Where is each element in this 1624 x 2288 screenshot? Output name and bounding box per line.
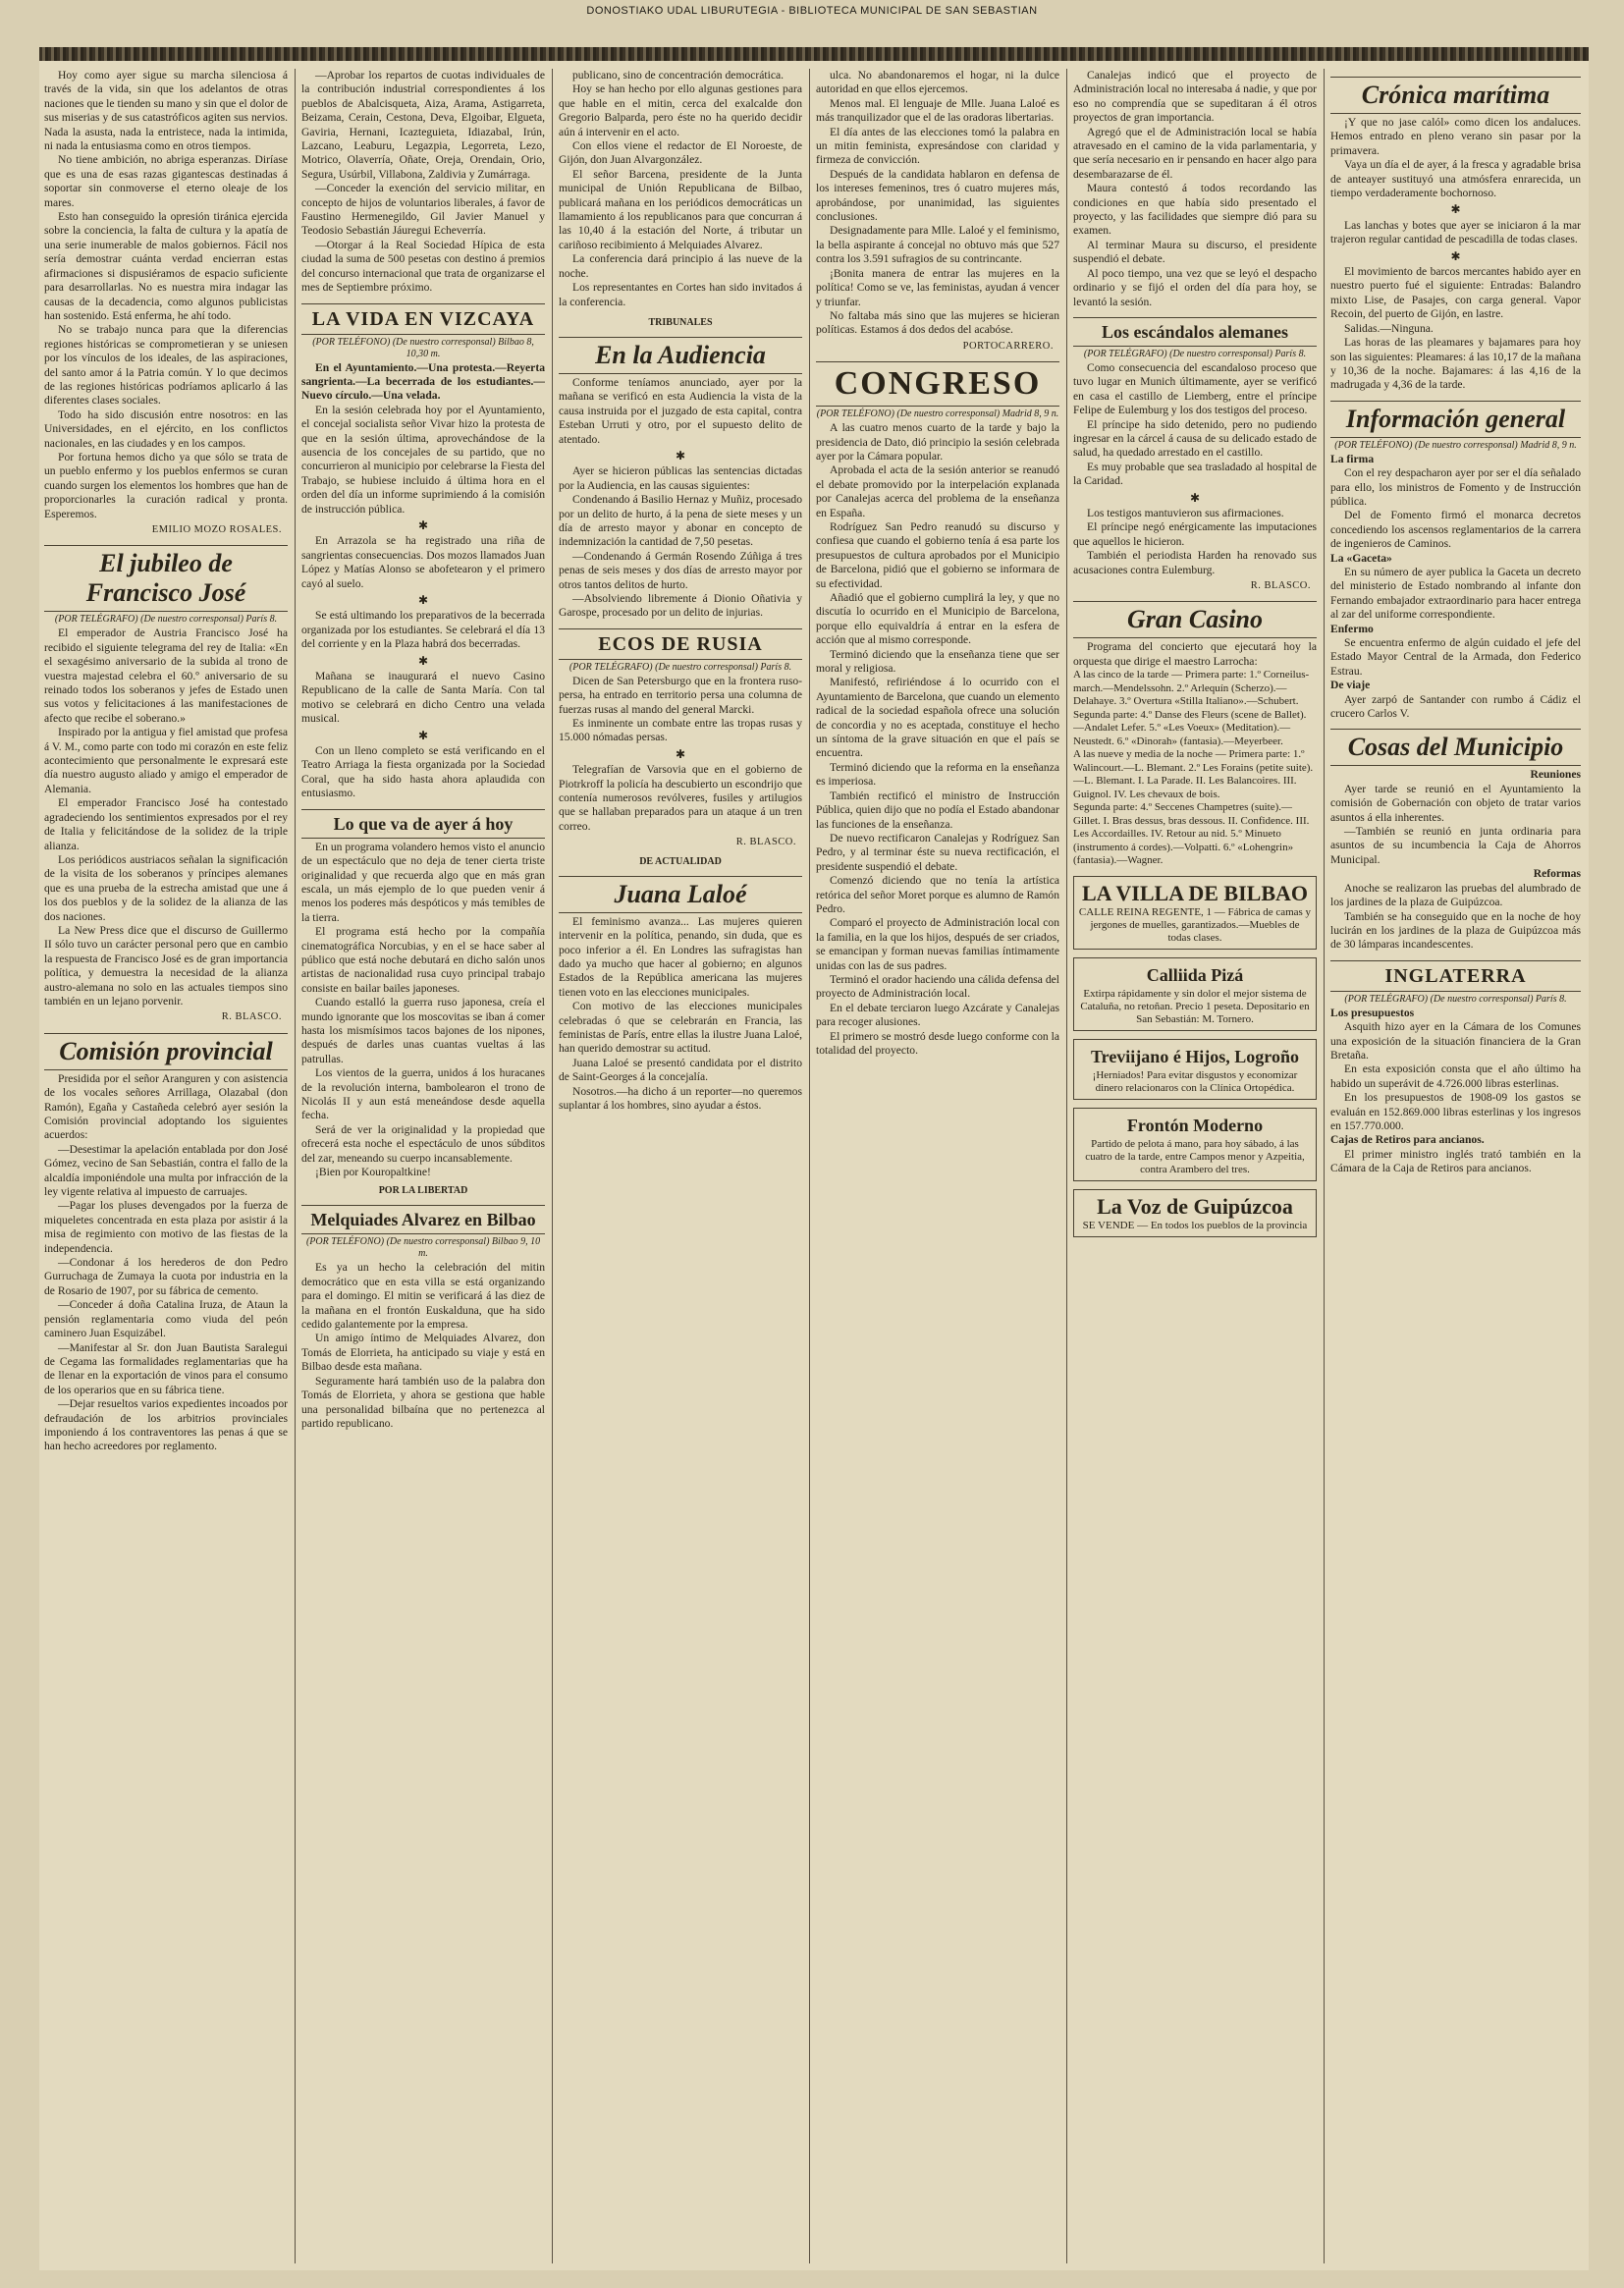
article-headline: Cosas del Municipio [1330, 729, 1581, 766]
paragraph: Ayer tarde se reunió en el Ayuntamiento la comisión de Gobernación con objeto de tratar varios asuntos á ella inherentes. [1330, 782, 1581, 824]
paragraph: Los vientos de la guerra, unidos á los huracanes de la revolución interna, bambolearon el trono de Nicolás II y aun está meneándose desde aquella fecha. [301, 1066, 545, 1122]
signature: EMILIO MOZO ROSALES. [151, 524, 282, 535]
library-header: DONOSTIAKO UDAL LIBURUTEGIA - BIBLIOTECA MUNICIPAL DE SAN SEBASTIAN [586, 5, 1038, 17]
advertisement [1073, 957, 1317, 1031]
paragraph: Telegrafían de Varsovia que en el gobierno de Piotrkroff la policía ha descubierto un escondrijo que contenía numerosos revólveres, fusiles y artilugios que se hallaban preparados para un ataque á un tren correo. [559, 763, 802, 833]
signature: R. BLASCO. [1250, 580, 1311, 591]
paragraph: Añadió que el gobierno cumplirá la ley, y que no discutía lo ocurrido en el Municipio de Barcelona, porque ello equivaldría á entrar en la esfera de acción que al mismo corresponde. [816, 591, 1059, 647]
article-headline: Lo que va de ayer á hoy [301, 809, 545, 839]
paragraph: Juana Laloé se presentó candidata por el distrito de Saint-Georges á la concejalía. [559, 1056, 802, 1084]
paragraph: Las horas de las pleamares y bajamares para hoy son las siguientes: Pleamares: á las 10,17 de la mañana y 10,36 de la noche. Bajamares: á las 4,16 de la madrugada y 4,36 de la tarde. [1330, 336, 1581, 392]
column-rule [809, 69, 810, 2263]
concert-program: A las cinco de la tarde — Primera parte: 1.º Corneilus-march.—Mendelssohn. 2.º Arlequín (Scherzo).—Delahaye. 3.º Overtura «Stilla Italiano».—Schubert. [1073, 669, 1310, 708]
concert-program: Segunda parte: 4.º Seccenes Champetres (suite).—Gillet. I. Bras dessus, bras dessous. II. Confidence. III. Les Accordailles. IV. Retour au nid. 5.º Minueto (instrumento á cordes).—Volpatti. 6.º «Lohengrin» (fantasia).—Wagner. [1073, 801, 1310, 867]
paragraph: Programa del concierto que ejecutará hoy la orquesta que dirige el maestro Larrocha: [1073, 640, 1317, 668]
paragraph: Los representantes en Cortes han sido invitados á la conferencia. [559, 281, 802, 308]
advertisement-text: ¡Herniados! Para evitar disgustos y economizar dinero relacionaros con la Clínica Ortopédica. [1092, 1068, 1298, 1094]
article-headline: INGLATERRA [1330, 960, 1581, 992]
paragraph: En un programa volandero hemos visto el anuncio de un espectáculo que no deja de tener cierta triste originalidad y que recuerda algo que en más gran escala, un más ejemplo de lo que pueden venir á menos los poderes más despóticos y más temibles de la tierra. [301, 840, 545, 924]
dateline: (POR TELÉFONO) (De nuestro corresponsal) Madrid 8, 9 n. [816, 409, 1059, 420]
paragraph: —Pagar los pluses devengados por la fuerza de miqueletes concentrada en esta plaza por asistir á la misa de regimiento con motivo de las fiestas de la independencia. [44, 1199, 288, 1255]
paragraph: En el debate terciaron luego Azcárate y Canalejas para recoger alusiones. [816, 1001, 1059, 1029]
paragraph: El príncipe negó enérgicamente las imputaciones que aquellos le hicieron. [1073, 520, 1317, 548]
subsection-title: Los presupuestos [1330, 1006, 1415, 1019]
paragraph: Es muy probable que sea trasladado al hospital de la Caridad. [1073, 460, 1317, 488]
article-headline: CONGRESO [816, 361, 1059, 407]
paragraph: En la sesión celebrada hoy por el Ayuntamiento, el concejal socialista señor Vivar hizo la protesta de que en la sesión última, aprovechándose de la ausencia de los concejales de su partido, que no concurrieron al municipio por celebrarse la Fiesta del Trabajo, se hubiese incluido á última hora en el orden del día un informe suprimiendo á la comisión de instrucción pública. [301, 403, 545, 516]
paragraph: Menos mal. El lenguaje de Mlle. Juana Laloé es más tranquilizador que el de las oradoras libertarias. [816, 96, 1059, 125]
paragraph: La New Press dice que el discurso de Guillermo II sólo tuvo un carácter personal pero que en cambio la respuesta de Francisco José es de gran importancia política, y demuestra la necesidad de la alianza austro-alemana no solo en las actuales tiempos sino también en un lejano porvenir. [44, 923, 288, 1008]
paragraph: Se encuentra enfermo de algún cuidado el jefe del Estado Mayor Central de la Armada, don Federico Estrau. [1330, 636, 1581, 678]
paragraph: Conforme teníamos anunciado, ayer por la mañana se verificó en esta Audiencia la vista de la causa instruida por el juzgado de esta capital, contra Esteban Urruti y otro, por el supuesto delito de atentado. [559, 375, 802, 446]
article-headline: Crónica marítima [1330, 77, 1581, 114]
paragraph: Maura contestó á todos recordando las condiciones en que había sido presentado el proyecto, y las facilidades que siempre dió para su examen. [1073, 182, 1317, 238]
paragraph: La conferencia dará principio á las nueve de la noche. [559, 252, 802, 280]
paragraph: Es ya un hecho la celebración del mitin democrático que en esta villa se está organizando para el domingo. El mitin se verificará á las diez de la mañana en el frontón Euskalduna, que ha sido cedido galantemente por la empresa. [301, 1261, 545, 1332]
dateline: (POR TELÉGRAFO) (De nuestro corresponsal) París 8. [1083, 348, 1307, 359]
paragraph: Con ellos viene el redactor de El Noroeste, de Gijón, don Juan Alvargonzález. [559, 139, 802, 167]
paragraph: El movimiento de barcos mercantes habido ayer en nuestro puerto fué el siguiente: Entradas: Balandro mixto Lise, de Pasajes, con carga general. Vapor Recoin, del puerto de Gijón, en lastre. [1330, 265, 1581, 321]
paragraph: —Conceder á doña Catalina Iruza, de Ataun la pensión reglamentaria como viuda del peón caminero Juan Esquizábel. [44, 1298, 288, 1340]
paragraph: Del de Fomento firmó el monarca decretos concediendo los ascensos reglamentarios de la carrera de ingenieros de Caminos. [1330, 509, 1581, 551]
paragraph: Después de la candidata hablaron en defensa de los intereses femeninos, tres ó cuatro mujeres más, aprobándose, por unanimidad, las siguientes conclusiones. [816, 167, 1059, 224]
advertisement-title: La Voz de Guipúzcoa [1097, 1193, 1293, 1219]
article-headline: Información general [1330, 401, 1581, 438]
paragraph: El programa está hecho por la compañía cinematográfica Norcubias, y en el se hace saber al público que está noche debutará en dicho salón unos artistas de nacionalidad rusa cuyo principal trabajo consiste en bailar bailes japoneses. [301, 925, 545, 995]
paragraph: Terminó diciendo que la reforma en la enseñanza es imperiosa. [816, 760, 1059, 789]
paragraph: Condenando á Basilio Hernaz y Muñiz, procesado por un delito de hurto, á la pena de siete meses y un día de arresto mayor y abonar en concepto de indemnización la cantidad de 7,50 pesetas. [559, 493, 802, 549]
column-2 [301, 69, 545, 2268]
paragraph: Todo ha sido discusión entre nosotros: en las Universidades, en el ejército, en los conflictos nacionales, en las ciudades y en los campos. [44, 408, 288, 450]
signature: R. BLASCO. [221, 1011, 282, 1023]
section-separator: ✱ [675, 448, 686, 463]
column-rule [1324, 69, 1325, 2263]
paragraph: Cuando estalló la guerra ruso japonesa, creía el mundo ignorante que los moscovitas se iban á comer hasta los mismísimos tacos bajones de los nipones, después de darles unas cuantas vueltas á las patrullas. [301, 996, 545, 1065]
section-separator: ✱ [1450, 248, 1461, 263]
advertisement-text: Partido de pelota á mano, para hoy sábado, á las cuatro de la tarde, entre Campos menor y Azpeitia, contra Arambero del tres. [1085, 1137, 1305, 1175]
advertisement-text: Extirpa rápidamente y sin dolor el mejor sistema de Cataluña, no retoñan. Precio 1 peseta. Depositario en San Sebastián: M. Tornero. [1080, 987, 1310, 1025]
paragraph: Hoy como ayer sigue su marcha silenciosa á través de la vida, sin que los adelantos de otras naciones que le tienden su mano y sin que el dolor de sus miserias y de sus catastróficos agiten sus nervios. Nada la asusta, nada la entristece, nada la intimida, ni nada la entusiasma como en otros tiempos. [44, 69, 288, 153]
dateline: (POR TELÉFONO) (De nuestro corresponsal) Bilbao 9, 10 m. [305, 1236, 541, 1260]
paragraph: Designadamente para Mlle. Laloé y el feminismo, la bella aspirante á concejal no obtuvo más que 527 contra los 3.591 sufragios de su contrincante. [816, 224, 1059, 266]
paragraph: Rodríguez San Pedro reanudó su discurso y confiesa que cuando el gobierno tenía á esa parte los presupuestos de cultura aprobados por el Municipio de Barcelona, pidió que el gobierno se informara de su efectividad. [816, 519, 1059, 590]
dateline: (POR TELÉGRAFO) (De nuestro corresponsal) París 8. [1344, 993, 1567, 1005]
paragraph: Esto han conseguido la opresión tiránica ejercida sobre la conciencia, la falta de cultura y la apatía de una serie inumerable de malos gobiernos. Fácil nos sería demostrar cuánta verdad encierran estas afirmaciones si dispusiéramos de espacio suficiente para desarrollarlas. No es nuestra mira indagar las causas de la decadencia, como algunos publicistas han sostenido. Está enferma, he ahí todo. [44, 210, 288, 322]
paragraph: El día antes de las elecciones tomó la palabra en un mitin feminista, expresándose con claridad y firmeza de convicción. [816, 125, 1059, 167]
paragraph: También el periodista Harden ha renovado sus acusaciones contra Eulemburg. [1073, 549, 1317, 576]
paragraph: El príncipe ha sido detenido, pero no pudiendo ingresar en la cárcel á causa de su delicado estado de salud, ha quedado arrestado en el castillo. [1073, 417, 1317, 460]
column-6 [1330, 69, 1581, 2268]
paragraph: No faltaba más sino que las mujeres se hicieran políticas. Estamos á dos dedos del acabóse. [816, 308, 1059, 337]
dateline: (POR TELÉGRAFO) (De nuestro corresponsal) París 8. [568, 661, 792, 673]
paragraph: Como consecuencia del escandaloso proceso que tuvo lugar en Munich últimamente, ayer se verificó en casa el castillo de Liemberg, entre el príncipe Felipe de Eulemburg y los dos testigos del proceso. [1073, 360, 1317, 417]
article-headline: Los escándalos alemanes [1073, 317, 1317, 347]
paragraph: ¡Bonita manera de entrar las mujeres en la política! Como se ve, las feministas, ayudan á vencer y triunfar. [816, 266, 1059, 308]
paragraph: Dicen de San Petersburgo que en la frontera ruso-persa, ha entrado en territorio persa una columna de fuerzas rusas al mando del general Marcki. [559, 674, 802, 716]
paragraph: Hoy se han hecho por ello algunas gestiones para que hable en el mitin, cerca del exalcalde don Gregorio Balparda, pero éste no ha querido decidir aún á intervenir en el acto. [559, 82, 802, 138]
section-separator: ✱ [1189, 490, 1201, 505]
paragraph: Comparó el proyecto de Administración local con la familia, en la que los hijos, después de ser criados, se emancipan y forman nuevas familias íntimamente unidas con las de sus padres. [816, 916, 1059, 972]
paragraph: El emperador Francisco José ha contestado agradeciendo los sentimientos expresados por el rey de Italia y felicitándose de la solidez de la triple alianza. [44, 796, 288, 852]
section-separator: ✱ [417, 653, 429, 668]
dateline: (POR TELÉGRAFO) (De nuestro corresponsal) París 8. [54, 614, 278, 626]
advertisement [1073, 876, 1317, 950]
paragraph: Asquith hizo ayer en la Cámara de los Comunes una exposición de la situación financiera de la Gran Bretaña. [1330, 1020, 1581, 1062]
paragraph: Manifestó, refiriéndose á lo ocurrido con el Ayuntamiento de Barcelona, que cuando un elemento radical de la sociedad española ofrece una solución de concordia y no es aceptada, constituye el hecho un síntoma de la grave situación en que el país se encuentra. [816, 676, 1059, 760]
paragraph: Por fortuna hemos dicho ya que sólo se trata de un pueblo enfermo y los pueblos enfermos se curan cuando surgen los elementos los hombres que han de proporcionarles la curación radical y pronta. Esperemos. [44, 450, 288, 520]
signature: R. BLASCO. [735, 837, 796, 848]
paragraph: El emperador de Austria Francisco José ha recibido el siguiente telegrama del rey de Italia: «En el sexagésimo aniversario de la subida al trono de vuestra majestad celebra el 60.º aniversario de su reinado todos los soberanos y jefes de Estado unen sus votos y felicitaciones á las manifestaciones de afecto que recibe el soberano.» [44, 626, 288, 725]
paragraph: En esta exposición consta que el año último ha habido un superávit de 4.726.000 libras esterlinas. [1330, 1062, 1581, 1090]
paragraph: ¡Y que no jase calól» como dicen los andaluces. Hemos entrado en pleno verano sin pasar por la primavera. [1330, 116, 1581, 157]
paragraph: Anoche se realizaron las pruebas del alumbrado de los jardines de la plaza de Guipúzcoa. [1330, 881, 1581, 909]
signature: PORTOCARRERO. [962, 340, 1054, 352]
column-rule [552, 69, 553, 2263]
paragraph: Los testigos mantuvieron sus afirmaciones. [1087, 506, 1284, 519]
section-separator: ✱ [675, 746, 686, 761]
subsection-title: Reformas [1533, 867, 1581, 881]
column-1 [44, 69, 288, 2268]
paragraph: De nuevo rectificaron Canalejas y Rodríguez San Pedro, y al terminar éste su nueva rectificación, el presidente suspendió el debate. [816, 831, 1059, 873]
advertisement-title: Calliida Pizá [1146, 964, 1244, 985]
paragraph: Al terminar Maura su discurso, el presidente suspendió el debate. [1073, 238, 1317, 266]
paragraph: —Manifestar al Sr. don Juan Bautista Saralegui de Cegama las formalidades reglamentarias que ha de llenar en la exportación de vinos para el consumo de los operarios que en su fábrica tiene. [44, 1340, 288, 1396]
advertisement-text: SE VENDE — En todos los pueblos de la provincia [1082, 1219, 1308, 1231]
paragraph: Se está ultimando los preparativos de la becerrada organizada por los estudiantes. Se celebrará el día 13 del corriente y en la Plaza habrá dos becerradas. [301, 609, 545, 651]
advertisement-title: LA VILLA DE BILBAO [1081, 880, 1309, 905]
paragraph: Los periódicos austriacos señalan la significación de la visita de los soberanos y príncipes alemanes que es una prueba de la estrecha amistad que une á los dos pueblos y de la solidez de la alianza de las dos naciones. [44, 852, 288, 923]
masthead-band [39, 47, 1589, 61]
paragraph: Inspirado por la antigua y fiel amistad que profesa á V. M., como parte con todo mi corazón en este feliz acontecimiento que personalmente le expresará este día nuestro augusto aliado y amigo el emperador de Alemania. [44, 726, 288, 795]
paragraph: En su número de ayer publica la Gaceta un decreto del ministerio de Estado nombrando al infante don Fernando embajador extraordinario para hacer entrega al zar del uniforme correspondiente. [1330, 565, 1581, 622]
paragraph: Agregó que el de Administración local se había atravesado en el camino de la vida parlamentaria, y que sería necesario en ir pensando en hacer algo para desembarazarse de él. [1073, 125, 1317, 181]
article-lead: En el Ayuntamiento.—Una protesta.—Reyerta sangrienta.—La becerrada de los estudiantes.—Nuevo círculo.—Una velada. [301, 360, 545, 403]
concert-program: Segunda parte: 4.º Danse des Fleurs (scene de Ballet).—Andalet Lefer. 5.º «Les Voeux» (Meditation).—Neustedt. 6.º «Dinorah» (fantasia).—Meyerbeer. [1073, 708, 1307, 747]
paragraph: —Aprobar los repartos de cuotas individuales de la contribución industrial correspondientes á los pueblos de Abalcisqueta, Aiza, Arama, Astigarreta, Beizama, Cerain, Cestona, Deva, Elgoibar, Elgueta, Gaviria, Hernani, Icazteguieta, Idiazabal, Irún, Lazcano, Leaburu, Legazpia, Legorreta, Lezo, Motrico, Olaverría, Oñate, Oreja, Orendain, Orio, Segura, Usúrbil, Villabona, Zaldivia y Zumárraga. [301, 69, 545, 181]
advertisement-text: CALLE REINA REGENTE, 1 — Fábrica de camas y jergones de muelles, garantizados.—Muebles de todas clases. [1078, 905, 1312, 944]
paragraph: Terminó diciendo que la enseñanza tiene que ser moral y religiosa. [816, 647, 1059, 676]
paragraph: —Conceder la exención del servicio militar, en concepto de hijos de voluntarios liberales, á favor de Faustino Hermenegildo, Gil Javier Manuel y Teodosio Sebastián Jáuregui Echeverría. [301, 182, 545, 238]
paragraph: —Otorgar á la Real Sociedad Hípica de esta ciudad la suma de 500 pesetas con destino á premios del concurso internacional que trata de organizarse el mes de Septiembre próximo. [301, 238, 545, 295]
article-headline: Gran Casino [1073, 601, 1317, 638]
paragraph: En los presupuestos de 1908-09 los gastos se evaluán en 152.869.000 libras esterlinas y los ingresos en 157.770.000. [1330, 1091, 1581, 1132]
article-headline: ECOS DE RUSIA [559, 628, 802, 660]
article-headline: Comisión provincial [44, 1033, 288, 1070]
section-kicker: POR LA LIBERTAD [378, 1185, 468, 1197]
paragraph: El primero se mostró desde luego conforme con la totalidad del proyecto. [816, 1029, 1059, 1057]
paragraph: No se trabajo nunca para que la diferencias regiones históricas se comprometieran y se uniesen por los vínculos de los ideales, de las aspiraciones, del santo amor á la Patria común. Y lo que decimos de las regiones históricas podríamos aplicarlo á las diferentes clases sociales. [44, 323, 288, 408]
paragraph: El primer ministro inglés trató también en la Cámara de la Caja de Retiros para ancianos. [1330, 1147, 1581, 1175]
paragraph: En Arrazola se ha registrado una riña de sangrientas consecuencias. Dos mozos llamados Juan López y Matías Alonso se abofetearon y el primero cayó al suelo. [301, 534, 545, 590]
paragraph: Con un lleno completo se está verificando en el Teatro Arriaga la fiesta organizada por la Sociedad Coral, que ha sido hasta ahora aplaudida con entusiasmo. [301, 744, 545, 800]
paragraph: ¡Bien por Kouropaltkine! [315, 1166, 431, 1179]
column-3 [559, 69, 802, 2268]
paragraph: Al poco tiempo, una vez que se leyó el despacho ordinario y se fijó el orden del día para hoy, se levantó la sesión. [1073, 266, 1317, 308]
column-5 [1073, 69, 1317, 2268]
paragraph: —Dejar resueltos varios expedientes incoados por defraudación de los arbitrios provinciales imponiendo á los contraventores las penas á que se han hecho acreedores por reglamento. [44, 1397, 288, 1453]
subsection-title: Enfermo [1330, 622, 1374, 635]
paragraph: —Desestimar la apelación entablada por don José Gómez, vecino de San Sebastián, contra el fallo de la alcaldía imponiéndole una multa por infracción de la ley vigente relativa al impuesto de carruajes. [44, 1142, 288, 1199]
subsection-title: Cajas de Retiros para ancianos. [1330, 1133, 1485, 1147]
paragraph: No tiene ambición, no abriga esperanzas. Diríase que es una de esas razas gigantescas destinadas á soportar sin conmoverse el eterno oleaje de los mares. [44, 153, 288, 209]
article-headline: LA VIDA EN VIZCAYA [301, 303, 545, 335]
advertisement-title: Frontón Moderno [1126, 1115, 1264, 1135]
section-separator: ✱ [417, 593, 429, 607]
article-headline: Juana Laloé [559, 876, 802, 913]
paragraph: Será de ver la originalidad y la propiedad que ofrecerá esta noche el espectáculo de unos súbditos del zar, meneando su cuerpo incansablemente. [301, 1122, 545, 1165]
paragraph: También rectificó el ministro de Instrucción Pública, quien dijo que no podía el Estado abandonar las funciones de la enseñanza. [816, 789, 1059, 831]
section-kicker: TRIBUNALES [648, 316, 713, 328]
section-separator: ✱ [417, 728, 429, 742]
paragraph: Un amigo íntimo de Melquiades Alvarez, don Tomás de Elorrieta, ha anticipado su viaje y está en Bilbao desde esta mañana. [301, 1332, 545, 1374]
subsection-title: La «Gaceta» [1330, 551, 1392, 565]
dateline: (POR TELÉFONO) (De nuestro corresponsal) Madrid 8, 9 n. [1334, 439, 1577, 451]
paragraph: Seguramente hará también uso de la palabra don Tomás de Elorrieta, y ahora se gestiona que hable una personalidad bilbaína que no pertenezca al partido republicano. [301, 1374, 545, 1430]
paragraph: —También se reunió en junta ordinaria para asuntos de su incumbencia la Caja de Ahorros Municipal. [1330, 825, 1581, 866]
article-headline: El jubileo de Francisco José [44, 545, 288, 612]
column-rule [1066, 69, 1067, 2263]
paragraph: El señor Barcena, presidente de la Junta municipal de Unión Republicana de Bilbao, publicará mañana en los periódicos democráticas un llamamiento á los republicanos para que concurran á las 10,40 á la estación del Norte, á tributar un cariñoso recibimiento á Melquiades Alvarez. [559, 167, 802, 251]
paragraph: Ayer zarpó de Santander con rumbo á Cádiz el crucero Carlos V. [1330, 692, 1581, 721]
paragraph: Vaya un día el de ayer, á la fresca y agradable brisa de anteayer sustituyó una atmósfera enrarecida, un tiempo verdaderamente bochornoso. [1330, 158, 1581, 200]
paragraph: publicano, sino de concentración democrática. [572, 69, 785, 82]
paragraph: Terminó el orador haciendo una cálida defensa del proyecto de Administración local. [816, 972, 1059, 1001]
advertisement [1073, 1108, 1317, 1181]
column-4 [816, 69, 1059, 2268]
paragraph: También se ha conseguido que en la noche de hoy lucirán en los jardines de la plaza de Guipúzcoa más de 30 lámparas incandescentes. [1330, 909, 1581, 952]
article-headline: Melquiades Alvarez en Bilbao [301, 1205, 545, 1234]
advertisement [1073, 1189, 1317, 1237]
section-separator: ✱ [1450, 202, 1461, 217]
article-headline: En la Audiencia [559, 337, 802, 374]
paragraph: —Absolviendo libremente á Dionio Oñativia y Garospe, procesado por un delito de injurias. [559, 592, 802, 620]
paragraph: Presidida por el señor Aranguren y con asistencia de los vocales señores Arrillaga, Olazabal (don Ramón), Egaña y Castañeda celebró ayer sesión la Comisión provincial adoptando los siguientes acuerdos: [44, 1071, 288, 1142]
paragraph: Con motivo de las elecciones municipales celebradas ó que se celebrarán en Francia, las feministas de París, entre ellas la ilustre Juana Laloé, han querido demostrar su actitud. [559, 1000, 802, 1056]
section-kicker: DE ACTUALIDAD [639, 855, 722, 867]
paragraph: Las lanchas y botes que ayer se iniciaron á la mar trajeron regular cantidad de pescadilla de todas clases. [1330, 218, 1581, 246]
paragraph: El feminismo avanza... Las mujeres quieren intervenir en la política, penando, sin duda, que es poco inferior a él. En Londres las sufragistas han dado ya mucho que hacer al gobierno; en algunos Estados de la República americana las mujeres tienen voto en las elecciones municipales. [559, 914, 802, 999]
paragraph: Comenzó diciendo que no tenía la artística retórica del señor Moret porque es alumno de Ramón Pedro. [816, 874, 1059, 915]
subsection-title: La firma [1330, 452, 1375, 465]
dateline: (POR TELÉFONO) (De nuestro corresponsal) Bilbao 8, 10,30 m. [312, 336, 534, 359]
paragraph: Ayer se hicieron públicas las sentencias dictadas por la Audiencia, en las causas siguientes: [559, 464, 802, 492]
advertisement [1073, 1039, 1317, 1100]
section-separator: ✱ [417, 518, 429, 532]
subsection-title: Reuniones [1530, 768, 1581, 782]
advertisement-title: Treviijano é Hijos, Logroño [1090, 1046, 1299, 1066]
paragraph: Mañana se inaugurará el nuevo Casino Republicano de la calle de Santa María. Con tal motivo se celebrará en dicho Centro una velada musical. [301, 670, 545, 726]
paragraph: —Condenando á Germán Rosendo Zúñiga á tres penas de seis meses y dos días de arresto mayor por otros tantos delitos de hurto. [559, 549, 802, 591]
concert-program: A las nueve y media de la noche — Primera parte: 1.º Walincourt.—L. Blemant. 2.º Les Forains (petite suite).—L. Blemant. I. La Parade. II. Les Balancoires. III. Guignol. IV. Les chevaux de bois. [1073, 748, 1314, 800]
column-rule [295, 69, 296, 2263]
paragraph: —Condonar á los herederos de don Pedro Gurruchaga de Zumaya la cuota por industria en la de Rosario de 1907, por su fábrica de cemento. [44, 1256, 288, 1297]
subsection-title: De viaje [1330, 679, 1371, 692]
paragraph: ulca. No abandonaremos el hogar, ni la dulce autoridad en que ellos ejercemos. [816, 69, 1059, 96]
paragraph: Es inminente un combate entre las tropas rusas y 15.000 nómadas persas. [559, 717, 802, 744]
paragraph: Salidas.—Ninguna. [1344, 321, 1434, 335]
paragraph: Nosotros.—ha dicho á un reporter—no queremos suplantar á los hombres, sino ayudar a éstos. [559, 1084, 802, 1112]
paragraph: Con el rey despacharon ayer por ser el día señalado para ello, los ministros de Fomento y de Instrucción pública. [1330, 466, 1581, 508]
paragraph: Canalejas indicó que el proyecto de Administración local no interesaba á nadie, y que por eso no comprendía que se supeditaran á él otros proyectos de gran importancia. [1073, 69, 1317, 125]
paragraph: Aprobada el acta de la sesión anterior se reanudó el debate promovido por la interpelación explanada por Canalejas acerca del problema de la enseñanza en España. [816, 463, 1059, 519]
paragraph: A las cuatro menos cuarto de la tarde y bajo la presidencia de Dato, dió principio la sesión celebrada ayer por la Cámara popular. [816, 421, 1059, 463]
